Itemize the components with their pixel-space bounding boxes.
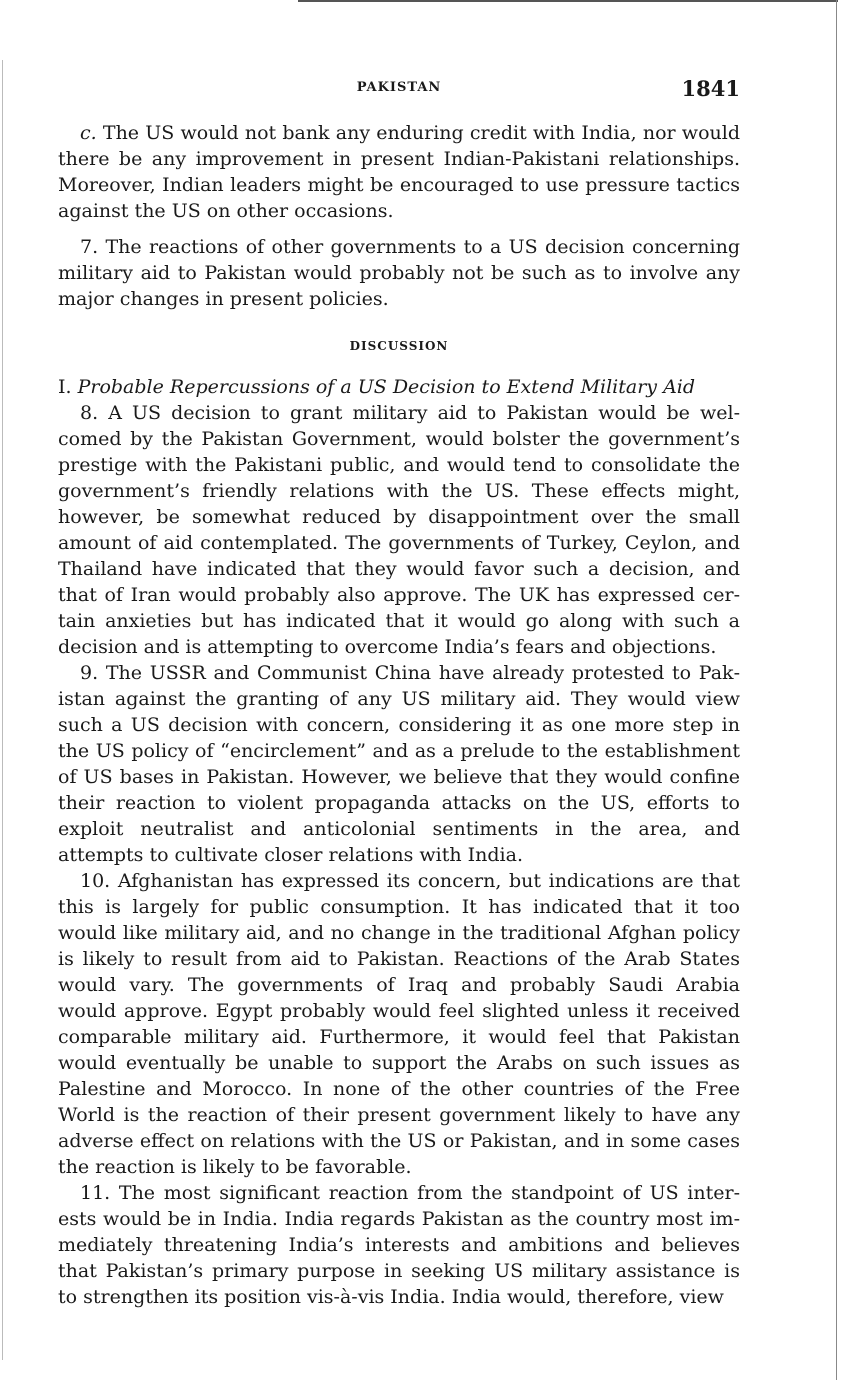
page-body (58, 120, 740, 1310)
item-letter-c: c. (80, 122, 97, 144)
discussion-heading: DISCUSSION (349, 339, 449, 353)
paragraph-7: 7. The reactions of other governments to a US decision concerning military aid to Pakistan would probably not be such as to involve any major changes in present policies. (58, 236, 740, 310)
top-border-line (298, 0, 838, 2)
left-border-line (2, 60, 3, 1360)
paragraph-8: 8. A US decision to grant military aid to Pakistan would be welcomed by the Pakistan Government, would bolster the government’s prestige with the Pakistani public, and would tend to consolidate the government’s friendly relations with the US. These effects might, however, be somewhat reduced by disappointment over the small amount of aid contemplated. The governments of Turkey, Ceylon, and Thailand have indicated that they would favor such a decision, and that of Iran would probably also approve. The UK has expressed certain anxieties but has indicated that it would go along with such a decision and is attempting to overcome India’s fears and objections. (58, 402, 740, 658)
section-number: I. (58, 376, 72, 398)
paragraph-10: 10. Afghanistan has expressed its concern, but indications are that this is largely for public consumption. It has indicated that it too would like military aid, and no change in the traditional Afghan policy is likely to result from aid to Pakistan. Reactions of the Arab States would vary. The governments of Iraq and probably Saudi Arabia would approve. Egypt probably would feel slighted unless it received comparable military aid. Furthermore, it would feel that Pakistan would eventually be unable to support the Arabs on such issues as Palestine and Morocco. In none of the other countries of the Free World is the reaction of their present government likely to have any adverse effect on relations with the US or Pakistan, and in some cases the reaction is likely to be favorable. (58, 870, 740, 1178)
running-header (58, 76, 740, 102)
right-border-line (836, 0, 837, 1380)
paragraph-c-text: The US would not bank any enduring credit with India, nor would there be any improvement in present Indian-Pakistani relationships. Moreover, Indian leaders might be encouraged to use pressure tactics against the US on other occasions. (58, 122, 740, 222)
paragraph-9: 9. The USSR and Communist China have already protested to Pakistan against the granting of any US military aid. They would view such a US decision with concern, considering it as one more step in the US policy of “encirclement” and as a prelude to the establishment of US bases in Pakistan. However, we believe that they would confine their reaction to violent propaganda attacks on the US, efforts to exploit neutralist and anticolonial sentiments in the area, and attempts to cultivate closer relations with India. (58, 662, 740, 866)
section-title: Probable Repercussions of a US Decision to Extend Military Aid (77, 376, 696, 398)
paragraph-11: 11. The most significant reaction from the standpoint of US interests would be in India. India regards Pakistan as the country most immediately threatening India’s interests and ambitions and believes that Pakistan’s primary purpose in seeking US military assistance is to strengthen its position vis-à-vis India. India would, therefore, view (58, 1182, 740, 1308)
section-heading (58, 374, 740, 400)
paragraph-c (58, 120, 740, 224)
running-title: PAKISTAN (356, 80, 442, 95)
page-number: 1841 (681, 76, 740, 101)
